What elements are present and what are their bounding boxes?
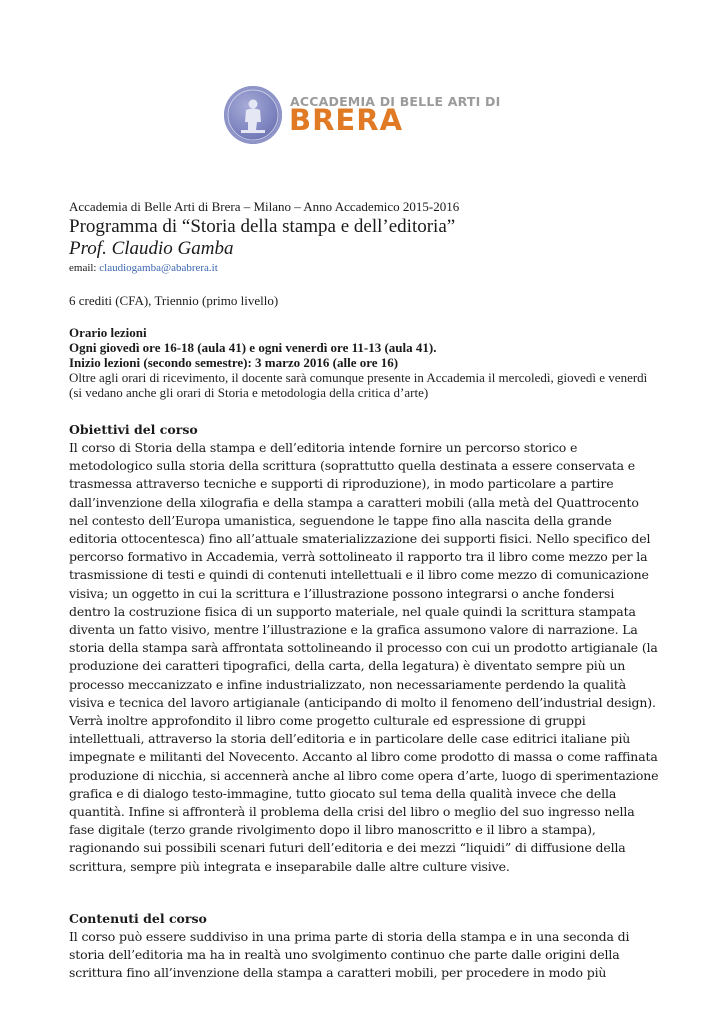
document-body bbox=[69, 199, 659, 982]
credits-line: 6 crediti (CFA), Triennio (primo livello) bbox=[69, 293, 279, 308]
email-label: email: bbox=[69, 262, 97, 274]
schedule-line-1: Ogni giovedì ore 16-18 (aula 41) e ogni venerdì ore 11-13 (aula 41). bbox=[69, 340, 437, 355]
obiettivi-body: Il corso di Storia della stampa e dell’editoria intende fornire un percorso storico e metodologico sulla storia della scrittura (soprattutto quella destinata a essere conservata e trasmessa attraverso tecniche e supporti di riproduzione), in modo particolare a partire dall’invenzione della xilografia e della stampa a caratteri mobili (alla metà del Quattrocento nel contesto dell’Europa umanistica, seguendone le tappe fino alla nascita della grande editoria ottocentesca) fino all’attuale smaterializzazione dei supporti fisici. Nello specifico del percorso formativo in Accademia, verrà sottolineato il rapporto tra il libro come mezzo per la trasmissione di testi e quindi di contenuti intellettuali e il libro come mezzo di comunicazione visiva; un oggetto in cui la scrittura e l’illustrazione possono integrarsi o anche fondersi dentro la costruzione fisica di un supporto materiale, nel quale quindi la scrittura stampata diventa un fatto visivo, mentre l’illustrazione e la grafica assumono valore di narrazione. La storia della stampa sarà affrontata sottolineando il processo con cui un prodotto artigianale (la produzione dei caratteri tipografici, della carta, della legatura) è diventato sempre più un processo meccanizzato e infine industrializzato, non necessariamente perdendo la qualità visiva e tecnica del lavoro artigianale (anticipando di molto il fenomeno dell’industrial design). Verrà inoltre approfondito il libro come progetto culturale ed espressione di gruppi intellettuali, attraverso la storia dell’editoria e in particolare delle case editrici italiane più impegnate e militanti del Novecento. Accanto al libro come prodotto di massa o come raffinata produzione di nicchia, si accennerà anche al libro come opera d’arte, luogo di sperimentazione grafica e di dialogo testo-immagine, tutto giocato sul tema della qualità invece che della quantità. Infine si affronterà il problema della crisi del libro o meglio del suo ingresso nella fase digitale (terzo grande rivolgimento dopo il libro manoscritto e il libro a stampa), ragionando sui possibili scenari futuri dell’editoria e dei mezzi “liquidi” di diffusione della scrittura, sempre più integrata e inseparabile dalle altre culture visive. bbox=[69, 440, 659, 874]
seated-figure-seal-icon bbox=[224, 86, 282, 144]
email-link[interactable]: claudiogamba@ababrera.it bbox=[99, 262, 218, 274]
professor-name: Prof. Claudio Gamba bbox=[69, 238, 234, 259]
course-title: Programma di “Storia della stampa e dell’editoria” bbox=[69, 216, 456, 237]
schedule-title: Orario lezioni bbox=[69, 325, 147, 340]
logo-text-brera: BRERA bbox=[289, 103, 404, 137]
contenuti-title: Contenuti del corso bbox=[69, 910, 207, 926]
institution-line: Accademia di Belle Arti di Brera – Milano – Anno Accademico 2015-2016 bbox=[69, 199, 460, 214]
schedule-note: Oltre agli orari di ricevimento, il docente sarà comunque presente in Accademia il mercoledì, giovedì e venerdì (si vedano anche gli orari di Storia e metodologia della critica d’arte) bbox=[69, 370, 648, 400]
logo-text-academy: ACCADEMIA DI BELLE ARTI DI bbox=[290, 94, 501, 109]
obiettivi-title: Obiettivi del corso bbox=[69, 422, 198, 437]
contenuti-section bbox=[69, 910, 659, 983]
contenuti-body: Il corso può essere suddiviso in una prima parte di storia della stampa e in una seconda di storia dell’editoria ma ha in realtà uno svolgimento continuo che parte dalle origini della scrittura fino all’invenzione della stampa a caratteri mobili, per procedere in modo più bbox=[69, 928, 630, 981]
schedule-line-2: Inizio lezioni (secondo semestre): 3 marzo 2016 (alle ore 16) bbox=[69, 355, 399, 370]
obiettivi-section bbox=[69, 421, 659, 876]
schedule-section bbox=[69, 325, 659, 400]
brera-logo bbox=[224, 86, 501, 146]
email-line bbox=[69, 261, 659, 275]
